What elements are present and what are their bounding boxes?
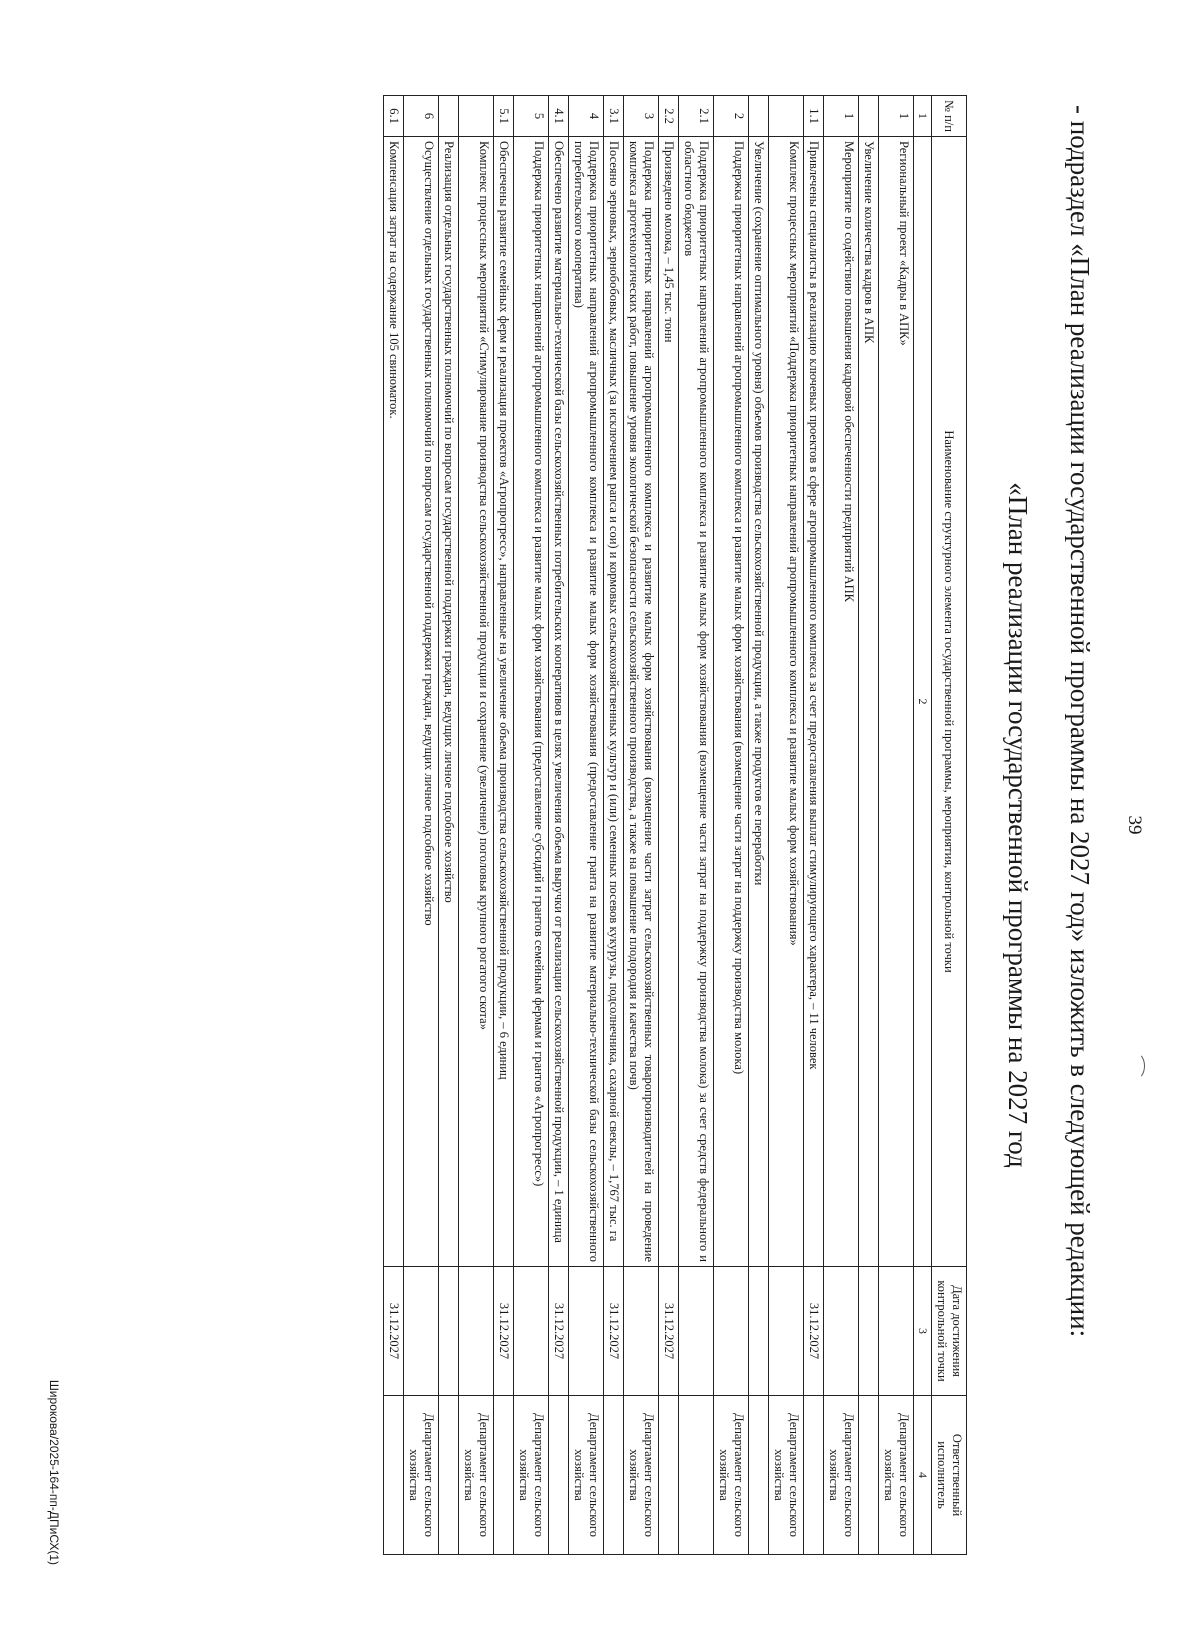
row-number-cell: 2 <box>714 95 749 136</box>
row-number-cell: 3 <box>624 95 659 136</box>
pen-mark <box>1125 1052 1145 1080</box>
row-executor-cell: Департамент сельского хозяйства <box>624 1395 659 1554</box>
header-executor: Ответственный исполнитель <box>932 1395 967 1554</box>
table-row <box>459 95 494 1554</box>
row-number-cell: 4.1 <box>549 95 569 136</box>
row-number-cell: 4 <box>569 95 604 136</box>
row-name-cell: Поддержка приоритетных направлений агропромышленного комплекса и развитие малых форм хозяйствования (предоставление субсидий и грантов семейным фермам и грантов «Агропрогресс») <box>514 136 549 1266</box>
row-executor-cell: Департамент сельского хозяйства <box>569 1395 604 1554</box>
table-row <box>769 95 804 1554</box>
table-body <box>384 95 914 1554</box>
row-executor-cell <box>804 1395 824 1554</box>
row-number-cell <box>439 95 459 136</box>
table-index-row <box>914 95 932 1554</box>
row-name-cell: Региональный проект «Кадры в АПК» <box>879 136 914 1266</box>
row-executor-cell: Департамент сельского хозяйства <box>714 1395 749 1554</box>
row-name-cell: Поддержка приоритетных направлений агропромышленного комплекса и развитие малых форм хозяйствования (предоставление гранта на развитие материально-технической базы сельскохозяйственного потребительского кооператива) <box>569 136 604 1266</box>
table-row <box>384 95 404 1554</box>
row-name-cell: Поддержка приоритетных направлений агропромышленного комплекса и развитие малых форм хозяйствования (возмещение части затрат на поддержку производства молока) <box>714 136 749 1266</box>
row-executor-cell <box>859 1395 879 1554</box>
row-number-cell: 1 <box>824 95 859 136</box>
row-executor-cell <box>384 1395 404 1554</box>
row-name-cell: Реализация отдельных государственных полномочий по вопросам государственной поддержки граждан, ведущих личное подсобное хозяйство <box>439 136 459 1266</box>
row-date-cell <box>679 1266 714 1395</box>
row-number-cell: 6 <box>404 95 439 136</box>
index-cell: 2 <box>914 136 932 1266</box>
table-row <box>604 95 624 1554</box>
row-date-cell <box>459 1266 494 1395</box>
row-executor-cell: Департамент сельского хозяйства <box>824 1395 859 1554</box>
row-date-cell: 31.12.2027 <box>494 1266 514 1395</box>
table-row <box>679 95 714 1554</box>
row-number-cell <box>749 95 769 136</box>
table-row <box>549 95 569 1554</box>
row-number-cell: 1.1 <box>804 95 824 136</box>
row-name-cell: Комплекс процессных мероприятий «Стимулирование производства сельскохозяйственной продукции и сохранение (увеличение) поголовья крупного рогатого скота» <box>459 136 494 1266</box>
table-row <box>404 95 439 1554</box>
row-name-cell: Осуществление отдельных государственных полномочий по вопросам государственной поддержки граждан, ведущих личное подсобное хозяйство <box>404 136 439 1266</box>
row-name-cell: Комплекс процессных мероприятий «Поддержка приоритетных направлений агропромышленного комплекса и развитие малых форм хозяйствования» <box>769 136 804 1266</box>
row-executor-cell <box>549 1395 569 1554</box>
header-name: Наименование структурного элемента государственной программы, мероприятия, контрольной точки <box>932 136 967 1266</box>
row-number-cell: 2.2 <box>659 95 679 136</box>
plan-table <box>383 95 967 1555</box>
row-executor-cell <box>659 1395 679 1554</box>
index-cell: 3 <box>914 1266 932 1395</box>
amendment-heading: - подраздел «План реализации государственной программы на 2027 год» изложить в следующей редакции: <box>1065 104 1095 1337</box>
row-date-cell: 31.12.2027 <box>549 1266 569 1395</box>
row-executor-cell <box>679 1395 714 1554</box>
rotated-page-content <box>35 45 1165 1605</box>
row-date-cell <box>569 1266 604 1395</box>
table-row <box>824 95 859 1554</box>
table-header-row <box>932 95 967 1554</box>
row-number-cell: 5 <box>514 95 549 136</box>
plan-title: «План реализации государственной программы на 2027 год <box>1003 481 1033 1168</box>
row-name-cell: Обеспечено развитие материально-технической базы сельскохозяйственных потребительских кооперативов в целях увеличения объема выручки от реализации сельскохозяйственной продукции, – 1 единица <box>549 136 569 1266</box>
row-name-cell: Посеяно зерновых, зернобобовых, масличных (за исключением рапса и сои) и кормовых сельскохозяйственных культур и (или) семенных посевов кукурузы, подсолнечника, сахарной свеклы, – 1,767 тыс. га <box>604 136 624 1266</box>
row-executor-cell <box>604 1395 624 1554</box>
row-date-cell: 31.12.2027 <box>384 1266 404 1395</box>
table-row <box>859 95 879 1554</box>
table-row <box>439 95 459 1554</box>
row-executor-cell: Департамент сельского хозяйства <box>769 1395 804 1554</box>
row-date-cell <box>879 1266 914 1395</box>
table-row <box>749 95 769 1554</box>
table-row <box>804 95 824 1554</box>
row-name-cell: Произведено молока, – 1,45 тыс. тонн <box>659 136 679 1266</box>
row-number-cell: 1 <box>879 95 914 136</box>
row-date-cell: 31.12.2027 <box>804 1266 824 1395</box>
row-date-cell <box>514 1266 549 1395</box>
row-number-cell: 5.1 <box>494 95 514 136</box>
row-executor-cell <box>439 1395 459 1554</box>
row-name-cell: Мероприятие по содействию повышения кадровой обеспеченности предприятий АПК <box>824 136 859 1266</box>
row-date-cell <box>824 1266 859 1395</box>
header-date: Дата достижения контрольной точки <box>932 1266 967 1395</box>
row-name-cell: Увеличение (сохранение оптимального уровня) объемов производства сельскохозяйственной продукции, а также продуктов ее переработки <box>749 136 769 1266</box>
row-executor-cell: Департамент сельского хозяйства <box>459 1395 494 1554</box>
row-executor-cell <box>749 1395 769 1554</box>
row-name-cell: Поддержка приоритетных направлений агропромышленного комплекса и развитие малых форм хозяйствования (возмещение части затрат на поддержку производства молока) за счет средств федерального и областного бюджетов <box>679 136 714 1266</box>
row-number-cell <box>459 95 494 136</box>
row-date-cell: 31.12.2027 <box>659 1266 679 1395</box>
row-name-cell: Обеспечены развитие семейных ферм и реализация проектов «Агропрогресс», направленные на увеличение объема производства сельскохозяйственной продукции, – 6 единиц <box>494 136 514 1266</box>
row-date-cell <box>714 1266 749 1395</box>
row-number-cell: 6.1 <box>384 95 404 136</box>
row-executor-cell: Департамент сельского хозяйства <box>514 1395 549 1554</box>
row-number-cell <box>769 95 804 136</box>
row-executor-cell: Департамент сельского хозяйства <box>404 1395 439 1554</box>
row-name-cell: Увеличение количества кадров в АПК <box>859 136 879 1266</box>
row-name-cell: Привлечены специалисты в реализацию ключевых проектов в сфере агропромышленного комплекса за счет предоставления выплат стимулирующего характера, – 11 человек <box>804 136 824 1266</box>
row-name-cell: Компенсация затрат на содержание 105 свиноматок. <box>384 136 404 1266</box>
table-row <box>714 95 749 1554</box>
row-date-cell: 31.12.2027 <box>604 1266 624 1395</box>
document-code: Широкова/2025-164-пп-ДПиСХ(1) <box>47 1379 61 1565</box>
row-executor-cell: Департамент сельского хозяйства <box>879 1395 914 1554</box>
table-row <box>494 95 514 1554</box>
header-num: № п/п <box>932 95 967 136</box>
row-name-cell: Поддержка приоритетных направлений агропромышленного комплекса и развитие малых форм хозяйствования (возмещение части затрат сельскохозяйственных товаропроизводителей на проведение комплекса агротехнологических работ, повышение уровня экологической безопасности сельскохозяйственного производства, а также на повышение плодородия и качества почв) <box>624 136 659 1266</box>
row-date-cell <box>439 1266 459 1395</box>
table-row <box>624 95 659 1554</box>
row-executor-cell <box>494 1395 514 1554</box>
row-date-cell <box>859 1266 879 1395</box>
row-date-cell <box>404 1266 439 1395</box>
row-date-cell <box>749 1266 769 1395</box>
table-row <box>879 95 914 1554</box>
row-date-cell <box>624 1266 659 1395</box>
page-number: 39 <box>1124 815 1145 834</box>
table-row <box>569 95 604 1554</box>
row-number-cell: 3.1 <box>604 95 624 136</box>
row-date-cell <box>769 1266 804 1395</box>
row-number-cell: 2.1 <box>679 95 714 136</box>
table-row <box>514 95 549 1554</box>
table-row <box>659 95 679 1554</box>
index-cell: 4 <box>914 1395 932 1554</box>
row-number-cell <box>859 95 879 136</box>
index-cell: 1 <box>914 95 932 136</box>
